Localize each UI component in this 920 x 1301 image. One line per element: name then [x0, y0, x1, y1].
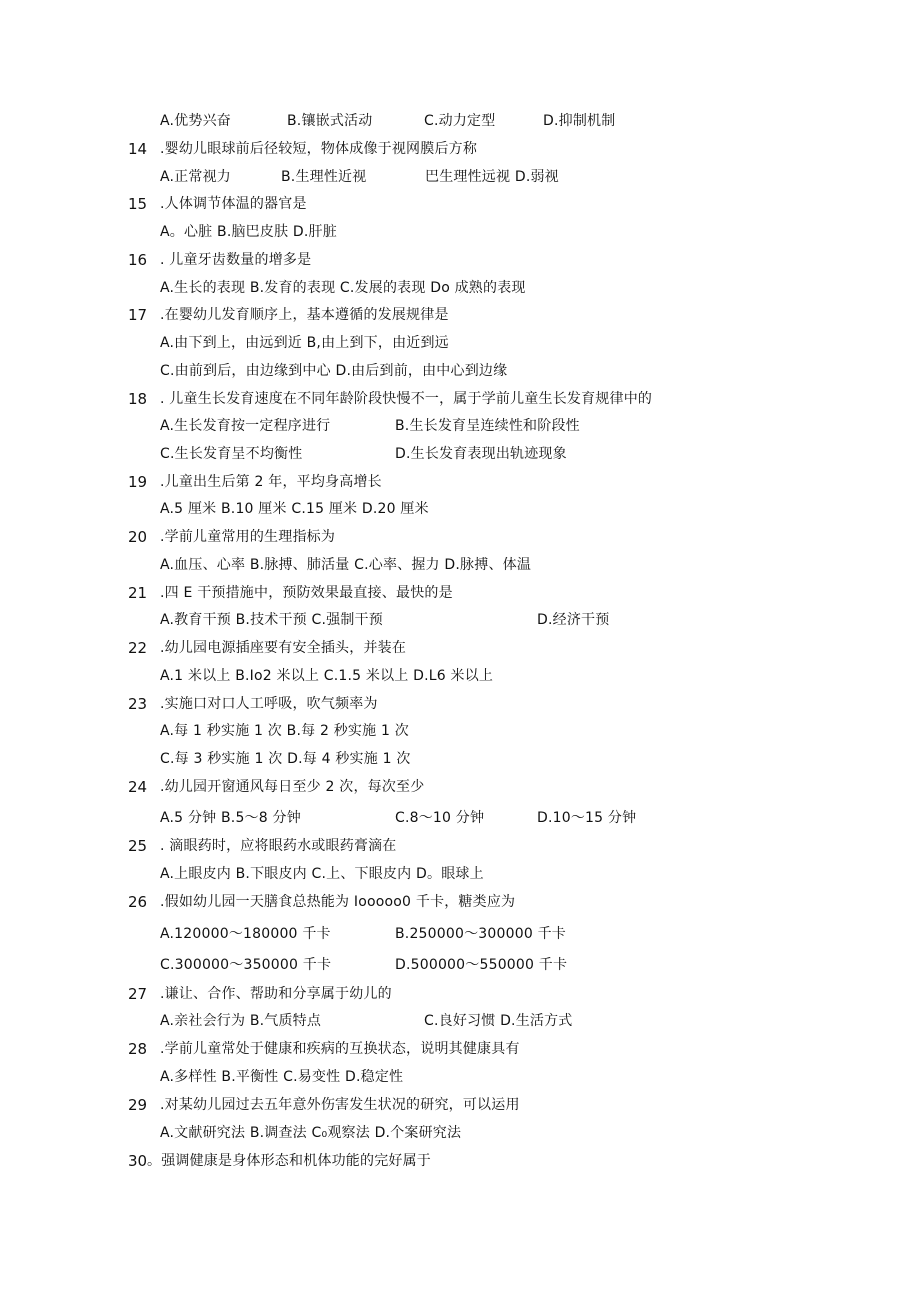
- question-number: 26: [128, 893, 148, 911]
- question-number: 25: [128, 837, 148, 855]
- question-stem: .幼儿园电源插座要有安全插头，并装在: [160, 640, 407, 656]
- question-stem: .谦让、合作、帮助和分享属于幼儿的: [160, 986, 392, 1002]
- answer-option: A.优势兴奋: [160, 113, 231, 129]
- question-stem: .幼儿园开窗通风每日至少 2 次，每次至少: [160, 779, 425, 795]
- question-stem: 。强调健康是身体形态和机体功能的完好属于: [147, 1153, 431, 1169]
- question-number: 29: [128, 1096, 148, 1114]
- answer-option: D.经济干预: [537, 612, 610, 628]
- question-stem: .实施口对口人工呼吸，吹气频率为: [160, 696, 378, 712]
- answer-option: A.亲社会行为 B.气质特点: [160, 1013, 322, 1029]
- answer-option: 巴生理性远视 D.弱视: [425, 169, 559, 185]
- answer-option: C.生长发育呈不均衡性: [160, 446, 303, 462]
- question-stem: .假如幼儿园一天膳食总热能为 Iooooo0 千卡，糖类应为: [160, 894, 516, 910]
- answer-options: A.由下到上，由远到近 B,由上到下，由近到远: [160, 335, 449, 351]
- question-stem: . 儿童生长发育速度在不同年龄阶段快慢不一，属于学前儿童生长发育规律中的: [160, 391, 653, 407]
- answer-options: A.生长的表现 B.发育的表现 C.发展的表现 Do 成熟的表现: [160, 280, 526, 296]
- question-stem: .在婴幼儿发育顺序上，基本遵循的发展规律是: [160, 307, 449, 323]
- answer-options: A.1 米以上 B.Io2 米以上 C.1.5 米以上 D.L6 米以上: [160, 668, 494, 684]
- answer-options: A.每 1 秒实施 1 次 B.每 2 秒实施 1 次: [160, 723, 409, 739]
- question-number: 21: [128, 584, 148, 602]
- question-number: 28: [128, 1040, 148, 1058]
- question-stem: .学前儿童常用的生理指标为: [160, 529, 336, 545]
- answer-option: A.生长发育按一定程序进行: [160, 418, 331, 434]
- answer-options: A.文献研究法 B.调查法 C₀观察法 D.个案研究法: [160, 1125, 462, 1141]
- answer-option: C.良好习惯 D.生活方式: [424, 1013, 573, 1029]
- answer-options: C.每 3 秒实施 1 次 D.每 4 秒实施 1 次: [160, 751, 411, 767]
- answer-option: B.250000～300000 千卡: [395, 926, 566, 942]
- answer-option: C.8～10 分钟: [395, 810, 485, 826]
- answer-options: A.上眼皮内 B.下眼皮内 C.上、下眼皮内 D。眼球上: [160, 866, 484, 882]
- answer-option: D.生长发育表现出轨迹现象: [395, 446, 567, 462]
- question-stem: .对某幼儿园过去五年意外伤害发生状况的研究，可以运用: [160, 1097, 520, 1113]
- question-number: 23: [128, 695, 148, 713]
- question-stem: .学前儿童常处于健康和疾病的互换状态，说明其健康具有: [160, 1041, 520, 1057]
- answer-option: C.300000～350000 千卡: [160, 957, 332, 973]
- answer-options: C.由前到后，由边缘到中心 D.由后到前，由中心到边缘: [160, 363, 508, 379]
- answer-options: A.5 厘米 B.10 厘米 C.15 厘米 D.20 厘米: [160, 501, 429, 517]
- answer-option: D.抑制机制: [543, 113, 616, 129]
- answer-option: B.镶嵌式活动: [287, 113, 373, 129]
- question-number: 17: [128, 306, 148, 324]
- answer-options: A.多样性 B.平衡性 C.易变性 D.稳定性: [160, 1069, 404, 1085]
- answer-options: A。心脏 B.脑巴皮肤 D.肝脏: [160, 224, 337, 240]
- question-stem: . 滴眼药时，应将眼药水或眼药膏滴在: [160, 838, 397, 854]
- answer-option: A.教育干预 B.技术干预 C.强制干预: [160, 612, 383, 628]
- answer-options: A.血压、心率 B.脉搏、肺活量 C.心率、握力 D.脉搏、体温: [160, 557, 532, 573]
- question-number: 27: [128, 985, 148, 1003]
- question-stem: .人体调节体温的器官是: [160, 196, 307, 212]
- question-number: 30: [128, 1152, 148, 1170]
- question-stem: .四 E 干预措施中，预防效果最直接、最快的是: [160, 585, 453, 601]
- answer-option: B.生长发育呈连续性和阶段性: [395, 418, 580, 434]
- question-stem: . 儿童牙齿数量的增多是: [160, 252, 312, 268]
- question-number: 24: [128, 778, 148, 796]
- question-stem: .儿童出生后第 2 年，平均身高增长: [160, 474, 382, 490]
- answer-option: A.正常视力: [160, 169, 231, 185]
- question-number: 14: [128, 140, 148, 158]
- answer-option: D.500000～550000 千卡: [395, 957, 568, 973]
- answer-option: A.120000～180000 千卡: [160, 926, 331, 942]
- question-number: 18: [128, 390, 148, 408]
- answer-option: D.10～15 分钟: [537, 810, 637, 826]
- question-number: 22: [128, 639, 148, 657]
- answer-option: A.5 分钟 B.5～8 分钟: [160, 810, 301, 826]
- question-number: 16: [128, 251, 148, 269]
- answer-option: B.生理性近视: [281, 169, 367, 185]
- question-number: 20: [128, 528, 148, 546]
- question-number: 15: [128, 195, 148, 213]
- question-number: 19: [128, 473, 148, 491]
- question-stem: .婴幼儿眼球前后径较短，物体成像于视网膜后方称: [160, 141, 478, 157]
- answer-option: C.动力定型: [424, 113, 496, 129]
